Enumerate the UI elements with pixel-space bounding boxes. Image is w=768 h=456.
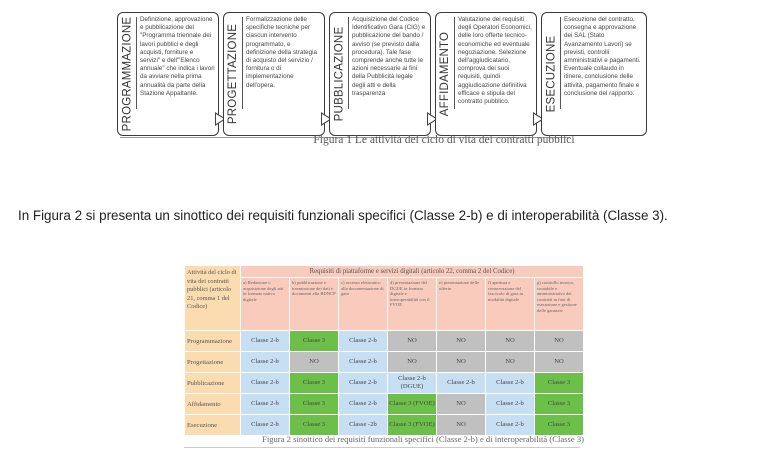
column-header: g) controllo tecnico, contabile e amministrativo dei contratti in fase di esecuzione e gestione delle garanzie — [535, 278, 584, 331]
column-header: d) presentazione del DGUE in formato digitale e interoperabilità con il FVOE — [388, 278, 437, 331]
table-cell: Classe -2b — [339, 415, 388, 436]
table-cell: Classe 2-b — [241, 373, 290, 394]
table-body — [185, 331, 584, 436]
table-cell: Classe 3 — [290, 415, 339, 436]
row-header: Pubblicazione — [185, 373, 241, 394]
row-header: Progettazione — [185, 352, 241, 373]
divider — [242, 17, 243, 109]
stage-esecuzione — [541, 12, 647, 136]
table-cell: Classe 2-b — [241, 352, 290, 373]
table-cell: Classe 2-b — [486, 373, 535, 394]
column-header: e) presentazione delle offerte — [437, 278, 486, 331]
figure-1-lifecycle-diagram — [117, 12, 649, 138]
table-cell: NO — [437, 394, 486, 415]
divider — [560, 17, 561, 109]
table-cell: NO — [437, 331, 486, 352]
stage-label: ESECUZIONE — [545, 35, 558, 113]
column-header: f) apertura e conservazione del fascicolo di gara in modalità digitale — [486, 278, 535, 331]
stage-description: Acquisizione del Codice Identificativo Gara (CIG) e pubblicazione del bando / avviso (se previsto dalla procedura). Tale fase comprende anche tutte le azioni necessarie ai fini della Pubblicità legale degli atti e della trasparenza — [352, 16, 426, 97]
table-cell: Classe 3 (FVOE) — [388, 394, 437, 415]
table-cell: Classe 2-b (DGUE) — [388, 373, 437, 394]
table-row — [185, 352, 584, 373]
table-cell: Classe 2-b — [486, 394, 535, 415]
table-cell: Classe 2-b — [339, 331, 388, 352]
stage-progettazione — [223, 12, 325, 136]
caption-rule — [184, 447, 580, 448]
row-header: Programmazione — [185, 331, 241, 352]
body-paragraph: In Figura 2 si presenta un sinottico dei requisiti funzionali specifici (Classe 2-b) e di interoperabilità (Classe 3). — [18, 208, 668, 223]
table-row — [185, 331, 584, 352]
stage-description: Definizione, approvazione e pubblicazione del "Programma triennale dei lavori pubblici e degli acquisti, forniture e servizi" e dell'"Elenco annuale" che indica i lavori da avviare nella prima annualità da parte della Stazione Appaltante. — [140, 16, 215, 97]
figure-1-caption: Figura 1 Le attività del ciclo di vita dei contratti pubblici — [313, 134, 575, 146]
table-cell: NO — [535, 331, 584, 352]
column-header: c) accesso elettronico alla documentazione di gara — [339, 278, 388, 331]
divider — [136, 17, 137, 109]
column-header: a) Redazione o acquisizione degli atti in formato nativo digitale — [241, 278, 290, 331]
column-header: b) pubblicazione e trasmissione dei dati e documenti alla BDNCP — [290, 278, 339, 331]
stage-pubblicazione — [329, 12, 431, 136]
stage-description: Formalizzazione delle specifiche tecniche per ciascun intervento programmato, e definizione della strategia di acquisto del servizio / fornitura o di implementazione dell'opera. — [246, 16, 318, 89]
table-cell: NO — [437, 352, 486, 373]
table-row — [185, 394, 584, 415]
table-cell: NO — [388, 352, 437, 373]
table-cell: Classe 2-b — [437, 373, 486, 394]
row-header: Affidamento — [185, 394, 241, 415]
table-cell: NO — [486, 352, 535, 373]
table-cell: NO — [388, 331, 437, 352]
divider — [348, 17, 349, 109]
stage-label: PUBBLICAZIONE — [333, 26, 345, 122]
table-cell: NO — [535, 352, 584, 373]
table-cell: Classe 2-b — [241, 415, 290, 436]
table-cell: Classe 3 — [535, 394, 584, 415]
table-cell: Classe 3 — [535, 373, 584, 394]
table-subheader-row — [185, 278, 584, 331]
table-cell: Classe 2-b — [339, 394, 388, 415]
stage-label: PROGETTAZIONE — [227, 23, 239, 125]
table-row — [185, 373, 584, 394]
table-cell: Classe 3 — [290, 331, 339, 352]
corner-header: Attività del ciclo di vita dei contratti pubblici (articolo 21, comma 1 del Codice) — [185, 266, 241, 331]
row-header: Esecuzione — [185, 415, 241, 436]
table-cell: NO — [486, 331, 535, 352]
figure-2-caption: Figura 2 sinottico dei requisiti funzionali specifici (Classe 2-b) e di interoperabilità (Classe 3) — [262, 434, 584, 444]
table-cell: Classe 3 — [290, 373, 339, 394]
table-cell: Classe 2-b — [486, 415, 535, 436]
table-cell: Classe 3 — [290, 394, 339, 415]
stage-affidamento — [435, 12, 537, 136]
group-header: Requisiti di piattaforme e servizi digitali (articolo 22, comma 2 del Codice) — [241, 266, 584, 278]
requirements-table — [184, 265, 584, 436]
table-row — [185, 415, 584, 436]
table-cell: Classe 2-b — [339, 373, 388, 394]
table-cell: NO — [437, 415, 486, 436]
stage-programmazione — [117, 12, 219, 136]
stage-label: AFFIDAMENTO — [439, 31, 452, 117]
table-cell: Classe 3 — [535, 415, 584, 436]
table-header-row — [185, 266, 584, 278]
stage-description: Esecuzione del contratto, consegna e approvazione dei SAL (Stato Avanzamento Lavori) se previsti, controlli amministrativi e pagamenti. Eventuale collaudo in itinere, conclusione delle attività, pagamento finale e conclusione del rapporto. — [564, 16, 641, 97]
divider — [454, 17, 455, 109]
stage-description: Valutazione dei requisiti degli Operatori Economici, delle loro offerte tecnico-economiche ed eventuale negoziazione. Selezione dell'aggiudicatario, comprova dei suoi requisiti, quindi aggiudicazione definitiva efficace e stipula del contratto pubblico. — [458, 16, 532, 106]
table-cell: NO — [290, 352, 339, 373]
table-cell: Classe 2-b — [241, 331, 290, 352]
table-cell: Classe 2-b — [339, 352, 388, 373]
stage-label: PROGRAMMAZIONE — [121, 16, 133, 132]
table-cell: Classe 3 (FVOE) — [388, 415, 437, 436]
table-cell: Classe 2-b — [241, 394, 290, 415]
